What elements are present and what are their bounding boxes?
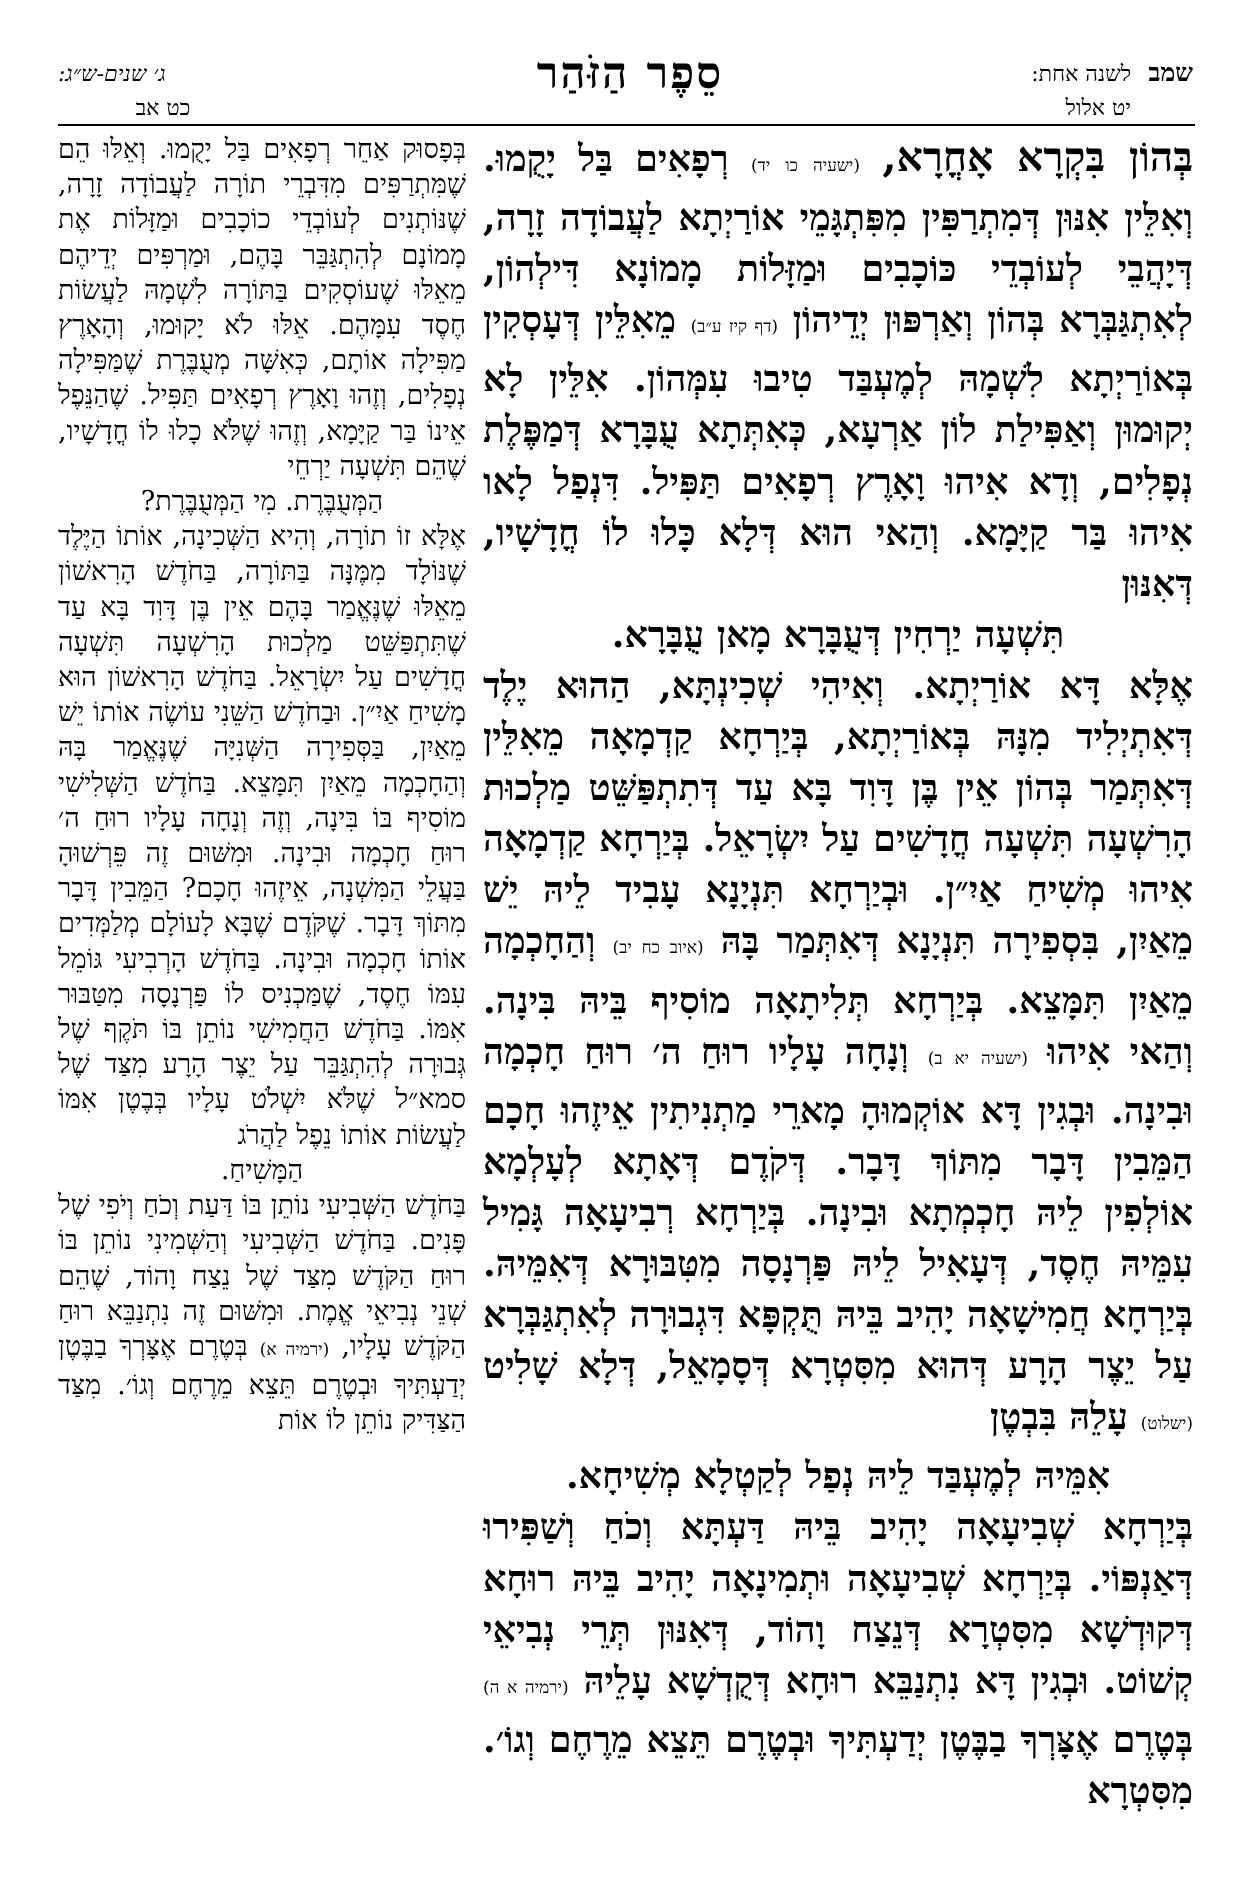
main-centered-line: אִמֵּיהּ לְמֶעְבַּד לֵיהּ נְפַל לְקַטְלָא מְשִׁיחָא. xyxy=(565,1454,1111,1498)
verse-reference: (ישעיה כו יד) xyxy=(751,156,860,176)
translation-centered-line: הַמָּשִׁיחַ. xyxy=(220,1154,304,1186)
header-right xyxy=(963,52,1193,122)
main-text: רְפָאִים בַּל יָקֻמוּ. וְאִלֵּין אִנּוּן דְּמִתְרַפִּין מִפִּתְגָּמֵי אוֹרַיְתָא לַעֲבוֹדָה זָרָה, דְּיָהֲבֵי לְעוֹבְדֵי כּוֹכָבִים וּמַזָּלוֹת מָמוֹנָא דִּילְהוֹן, לְאִתְגַּבְּרָא בְּהוֹן וְאַרְפּוּן יְדֵיהוֹן xyxy=(483,137,1194,342)
main-paragraph-3 xyxy=(483,1501,1193,1816)
schedule-one-year: לשנה אחת: xyxy=(1031,62,1131,87)
variant-reading: (ישלוט) xyxy=(1140,1414,1193,1435)
main-text: וְהַחָכְמָה מֵאַיִן תִּמָּצֵא. בְּיַרְחָא תְּלִיתָאָה מוֹסִיף בֵּיהּ בִּינָה. וְהַאי אִיהוּ xyxy=(483,919,1194,1073)
verse-reference: (ירמיה א) xyxy=(259,1339,330,1360)
main-text: בְּיַרְחָא שְׁבִיעָאָה יָהִיב בֵּיהּ דַּעְתָּא וְכֹחַ וְשַׁפִּירוּ דְּאַנְפּוֹי. בְּיַרְחָא שְׁבִיעָאָה וּתְמִינָאָה יָהִיב בֵּיהּ רוּחָא דְּקוּדְשָׁא מִסִּטְרָא דְּנֵצַח וָהוֹד, דְּאִנּוּן תְּרֵי נְבִיאֵי קְשׁוֹט. וּבְגִין דָּא נִתְנַבֵּא רוּחָא דְּקֻדְשָׁא עָלֵיהּ xyxy=(483,1505,1193,1702)
translation-paragraph-2: אֶלָּא זוֹ תוֹרָה, וְהִיא הַשְּׁכִינָה, אוֹתוֹ הַיֶּלֶד שֶׁנּוֹלָד מִמֶּנָּה בַּתּוֹרָה, בַּחֹדֶשׁ הָרִאשׁוֹן מֵאֵלּוּ שֶׁנֶּאֱמַר בָּהֶם אֵין בֶּן דָּוִד בָּא עַד שֶׁתִּתְפַּשֵּׁט מַלְכוּת הָרִשְׁעָה תִּשְׁעָה חֳדָשִׁים עַל יִשְׂרָאֵל. בַּחֹדֶשׁ הָרִאשׁוֹן הוּא מָשִׁיחַ אַיִ״ן. וּבַחֹדֶשׁ הַשֵּׁנִי עוֹשֶׂה אוֹתוֹ יֵשׁ מֵאַיִן, בַּסְּפִירָה הַשְּׁנִיָּה שֶׁנֶּאֱמַר בָּהּ וְהַחָכְמָה מֵאַיִן תִּמָּצֵא. בַּחֹדֶשׁ הַשְּׁלִישִׁי מוֹסִיף בּוֹ בִּינָה, וְזֶה וְנָחָה עָלָיו רוּחַ ה׳ רוּחַ חָכְמָה וּבִינָה. וּמִשּׁוּם זֶה פֵּרְשׁוּהָ בַּעֲלֵי הַמִּשְׁנָה, אֵיזֶהוּ חָכָם? הַמֵּבִין דָּבָר מִתּוֹךְ דָּבָר. שֶׁקֹּדֶם שֶׁבָּא לָעוֹלָם מְלַמְּדִים אוֹתוֹ חָכְמָה וּבִינָה. בַּחֹדֶשׁ הָרְבִיעִי גּוֹמֵל עִמּוֹ חֶסֶד, שֶׁמַּכְנִיס לוֹ פַּרְנָסָה מִטַּבּוּר אִמּוֹ. בַּחֹדֶשׁ הַחֲמִישִׁי נוֹתֵן בּוֹ תֹּקֶף שֶׁל גְּבוּרָה לְהִתְגַּבֵּר עַל יֵצֶר הָרָע מִצַּד שֶׁל סמא״ל שֶׁלֹּא יִשְׁלֹט עָלָיו בְּבֶטֶן אִמּוֹ לַעֲשׂוֹת אוֹתוֹ נֵפֶל לַהֲרֹג xyxy=(58,521,466,1151)
verse-reference: (איוב כח יב) xyxy=(612,938,704,959)
main-paragraph-2 xyxy=(483,660,1193,1450)
main-text: בְּטֶרֶם אֶצָּרְךָ בַבֶּטֶן יְדַעְתִּיךָ וּבְטֶרֶם תֵּצֵא מֵרֶחֶם וְגוֹ׳. מִסִּטְרָא xyxy=(483,1717,1193,1812)
verse-reference: (ירמיה א ה) xyxy=(483,1677,569,1698)
reading-schedule-left xyxy=(58,58,268,126)
folio-reference: (דף קיז ע״ב) xyxy=(690,317,779,338)
header-rule xyxy=(58,124,1195,126)
schedule-three-years: ג׳ שנים-ש״ג: xyxy=(58,62,166,87)
header-left xyxy=(58,52,268,122)
translation-centered-line: הַמְּעֻבֶּרֶת. מִי הַמְּעֻבֶּרֶת? xyxy=(140,486,384,518)
page-number: שמב xyxy=(1148,58,1193,87)
schedule-date-right: יט אלול xyxy=(1065,96,1131,121)
main-text: עָלֵהּ בִּבְטֶן xyxy=(989,1395,1128,1439)
main-text: וְנָחָה עָלָיו רוּחַ ה׳ רוּחַ חָכְמָה וּבִינָה. וּבְגִין דָּא אוֹקְמוּהָ מָארֵי מַתְנִיתִין אֵיזֶהוּ חָכָם הַמֵּבִין דָּבָר מִתּוֹךְ דָּבָר. דְּקֹדֶם דְּאָתָא לְעָלְמָא אוֹלְפִין לֵיהּ חָכְמְתָא וּבִינָה. בְּיַרְחָא רְבִיעָאָה גָּמִיל עִמֵּיהּ חֶסֶד, דְּעָאִיל לֵיהּ פַּרְנָסָה מִטִּבּוּרָא דְּאִמֵּיהּ. בְּיַרְחָא חֲמִישָׁאָה יָהִיב בֵּיהּ תֻּקְפָּא דִּגְבוּרָה לְאִתְגַּבְּרָא עַל יֵצֶר הָרָע דְּהוּא מִסִּטְרָא דְּסָמָאֵל, דְּלָא שָׁלִיט xyxy=(483,1029,1193,1388)
main-text: מֵאִלֵּין דְּעָסְקִין בְּאוֹרַיְתָא לִשְׁמָהּ לְמֶעְבַּד טִיבוּ עִמְּהוֹן. אִלֵּין לָא יְקוּמוּן וְאַפִּילַת לוֹן אַרְעָא, כְּאִתְּתָא עֻבָּרָא דְּמַפֶּלֶת נְפָלִים, וְדָא אִיהוּ וָאָרֶץ רְפָאִים תַּפִּיל. דִּנְפַל לָאו אִיהוּ בַּר קַיָּמָא. וְהַאי הוּא דְּלָא כָּלוּ לוֹ חֳדָשָׁיו, דְּאִנּוּן xyxy=(483,298,1193,605)
translation-paragraph-1: בְּפָסוּק אַחֵר רְפָאִים בַּל יָקֻמוּ. וְאֵלּוּ הֵם שֶׁמִּתְרַפִּים מִדִּבְרֵי תוֹרָה לַעֲבוֹדָה זָרָה, שֶׁנּוֹתְנִים לְעוֹבְדֵי כוֹכָבִים וּמַזָּלוֹת אֶת מָמוֹנָם לְהִתְגַּבֵּר בָּהֶם, וּמַרְפִּים יְדֵיהֶם מֵאֵלּוּ שֶׁעוֹסְקִים בַּתּוֹרָה לִשְׁמָהּ לַעֲשׂוֹת חֶסֶד עִמָּהֶם. אֵלּוּ לֹא יָקוּמוּ, וְהָאָרֶץ מַפִּילָה אוֹתָם, כְּאִשָּׁה מְעֻבֶּרֶת שֶׁמַּפִּילָה נְפָלִים, וְזֶהוּ וָאָרֶץ רְפָאִים תַּפִּיל. שֶׁהַנֵּפֶל אֵינוֹ בַּר קַיָּמָא, וְזֶהוּ שֶׁלֹּא כָלוּ לוֹ חֳדָשָׁיו, שֶׁהֵם תִּשְׁעָה יַרְחֵי xyxy=(58,134,466,482)
verse-reference: (ישעיה יא ב) xyxy=(927,1048,1028,1069)
translation-paragraph-3 xyxy=(58,1188,466,1438)
main-paragraph-1 xyxy=(483,132,1193,609)
translation-text: בַּחֹדֶשׁ הַשְּׁבִיעִי נוֹתֵן בּוֹ דַּעַת וְכֹחַ וְיֹפִי שֶׁל פָּנִים. בַּחֹדֶשׁ הַשְּׁבִיעִי וְהַשְּׁמִינִי נוֹתֵן בּוֹ רוּחַ הַקֹּדֶשׁ מִצַּד שֶׁל נֵצַח וָהוֹד, שֶׁהֵם שְׁנֵי נְבִיאֵי אֱמֶת. וּמִשּׁוּם זֶה נִתְנַבֵּא רוּחַ הַקֹּדֶשׁ עָלָיו, xyxy=(58,1190,466,1362)
main-text: אֶלָּא דָּא אוֹרַיְתָא. וְאִיהִי שְׁכִינְתָּא, הַהוּא יֶלֶד דְּאִתְיְלִיד מִנָּהּ בְּאוֹרַיְתָא, בְּיַרְחָא קַדְמָאָה מֵאִלֵּין דְּאִתְּמַר בְּהוֹן אֵין בֶּן דָּוִד בָּא עַד דְּתִתְפַּשֵּׁט מַלְכוּת הָרִשְׁעָה תִּשְׁעָה חֳדָשִׁים עַל יִשְׂרָאֵל. בְּיַרְחָא קַדְמָאָה אִיהוּ מְשִׁיחַ אַיִ״ן. וּבְיַרְחָא תִּנְיָנָא עָבִיד לֵיהּ יֵשׁ מֵאַיִן, בִּסְפִירָה תִּנְיָנָא דְּאִתְּמַר בָּהּ xyxy=(483,663,1194,963)
translation-text: בְּטֶרֶם אֶצָּרְךָ בַבֶּטֶן יְדַעְתִּיךָ וּבְטֶרֶם תֵּצֵא מֵרֶחֶם וְגוֹ׳. מִצַּד הַצַּדִּיק נוֹתֵן לוֹ אוֹת xyxy=(58,1330,466,1437)
translation-column xyxy=(58,132,466,1872)
reading-schedule-right xyxy=(1031,58,1131,126)
main-text: בְּהוֹן בִּקְרָא אָחֳרָא, xyxy=(882,133,1194,181)
main-centered-line: תִּשְׁעָה יַרְחִין דְּעֻבָּרָא מָאן עֻבָּרָא. xyxy=(611,612,1065,656)
book-title: סֵפֶר הַזֹּהַר xyxy=(536,48,724,99)
main-text-column xyxy=(483,132,1193,1872)
schedule-date-left: כט אב xyxy=(135,96,191,121)
